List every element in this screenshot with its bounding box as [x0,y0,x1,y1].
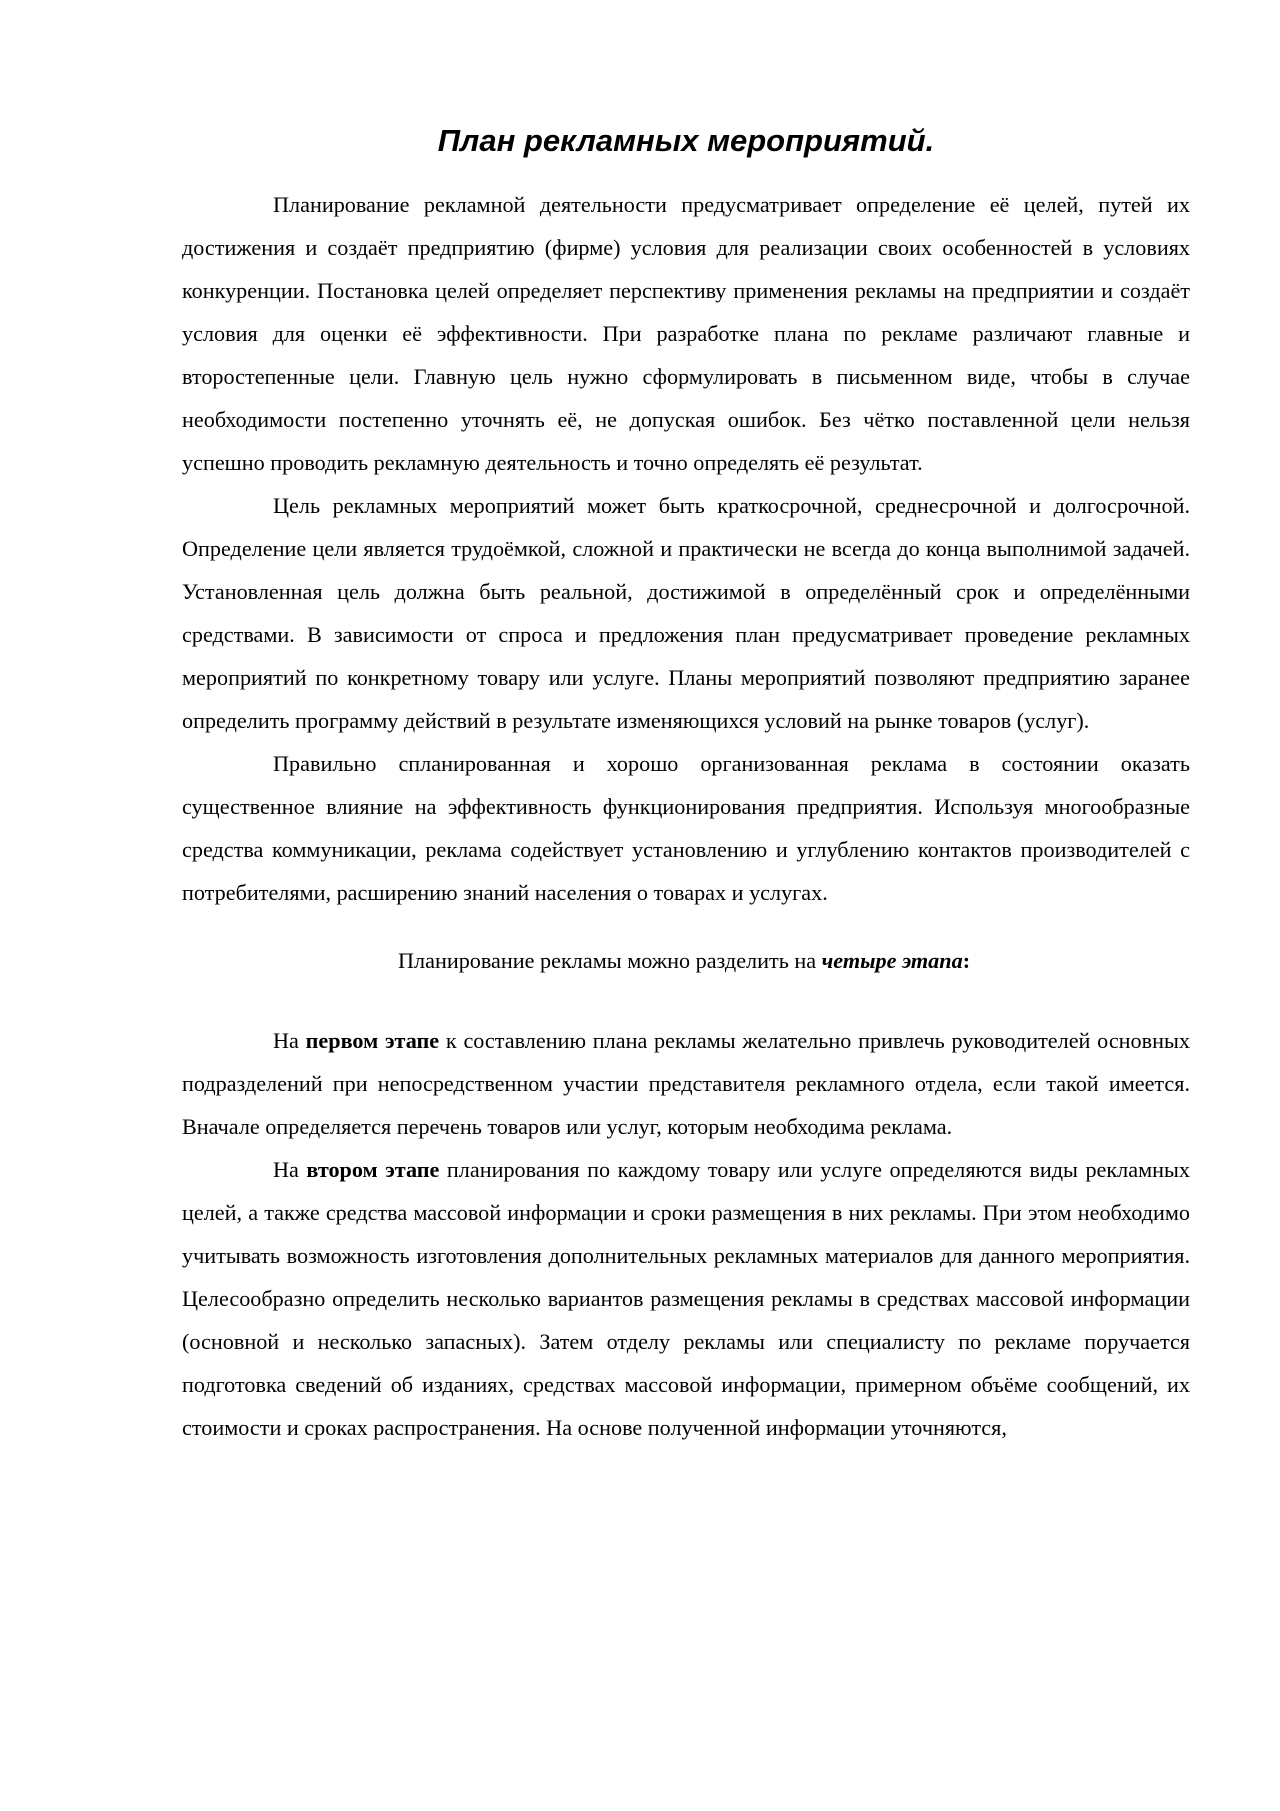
stage-two-emphasis: втором этапе [306,1157,440,1182]
stage-one-lead: На [273,1028,306,1053]
paragraph-planning: Планирование рекламной деятельности предусматривает определение её целей, путей их достижения и создаёт предприятию (фирме) условия для реализации своих особенностей в условиях конкуренции. Постановка целей определяет перспективу применения рекламы на предприятии и создаёт условия для оценки её эффективности. При разработке плана по рекламе различают главные и второстепенные цели. Главную цель нужно сформулировать в письменном виде, чтобы в случае необходимости постепенно уточнять её, не допуская ошибок. Без чётко поставленной цели нельзя успешно проводить рекламную деятельность и точно определять её результат. [182,192,1190,475]
stage-two-lead: На [273,1157,307,1182]
stages-intro-emphasis: четыре этапа [821,948,963,973]
stages-intro-colon: : [962,948,971,973]
paragraph-stage-two [182,1148,1190,1449]
stage-one-text: к составлению плана рекламы желательно привлечь руководителей основных подразделений при непосредственном участии представителя рекламного отдела, если такой имеется. Вначале определяется перечень товаров или услуг, которым необходима реклама. [182,1028,1190,1139]
paragraph-organization: Правильно спланированная и хорошо организованная реклама в состоянии оказать существенное влияние на эффективность функционирования предприятия. Используя многообразные средства коммуникации, реклама содействует установлению и углублению контактов производителей с потребителями, расширению знаний населения о товарах и услугах. [182,751,1190,905]
paragraph-goals: Цель рекламных мероприятий может быть краткосрочной, среднесрочной и долгосрочной. Определение цели является трудоёмкой, сложной и практически не всегда до конца выполнимой задачей. Установленная цель должна быть реальной, достижимой в определённый срок и определёнными средствами. В зависимости от спроса и предложения план предусматривает проведение рекламных мероприятий по конкретному товару или услуге. Планы мероприятий позволяют предприятию заранее определить программу действий в результате изменяющихся условий на рынке товаров (услуг). [182,493,1190,733]
page-title: План рекламных мероприятий. [437,123,935,158]
stage-two-text: планирования по каждому товару или услуге определяются виды рекламных целей, а также средства массовой информации и сроки размещения в них рекламы. При этом необходимо учитывать возможность изготовления дополнительных рекламных материалов для данного мероприятия. Целесообразно определить несколько вариантов размещения рекламы в средствах массовой информации (основной и несколько запасных). Затем отделу рекламы или специалисту по рекламе поручается подготовка сведений об изданиях, средствах массовой информации, примерном объёме сообщений, их стоимости и сроках распространения. На основе полученной информации уточняются, [182,1157,1190,1440]
paragraph-stage-one [182,1019,1190,1148]
stages-intro-lead: Планирование рекламы можно разделить на [398,948,822,973]
spacer [182,914,1190,939]
stage-one-emphasis: первом этапе [305,1028,440,1053]
stages-intro [182,939,1190,982]
document-body [182,183,1190,1449]
spacer [182,982,1190,1019]
